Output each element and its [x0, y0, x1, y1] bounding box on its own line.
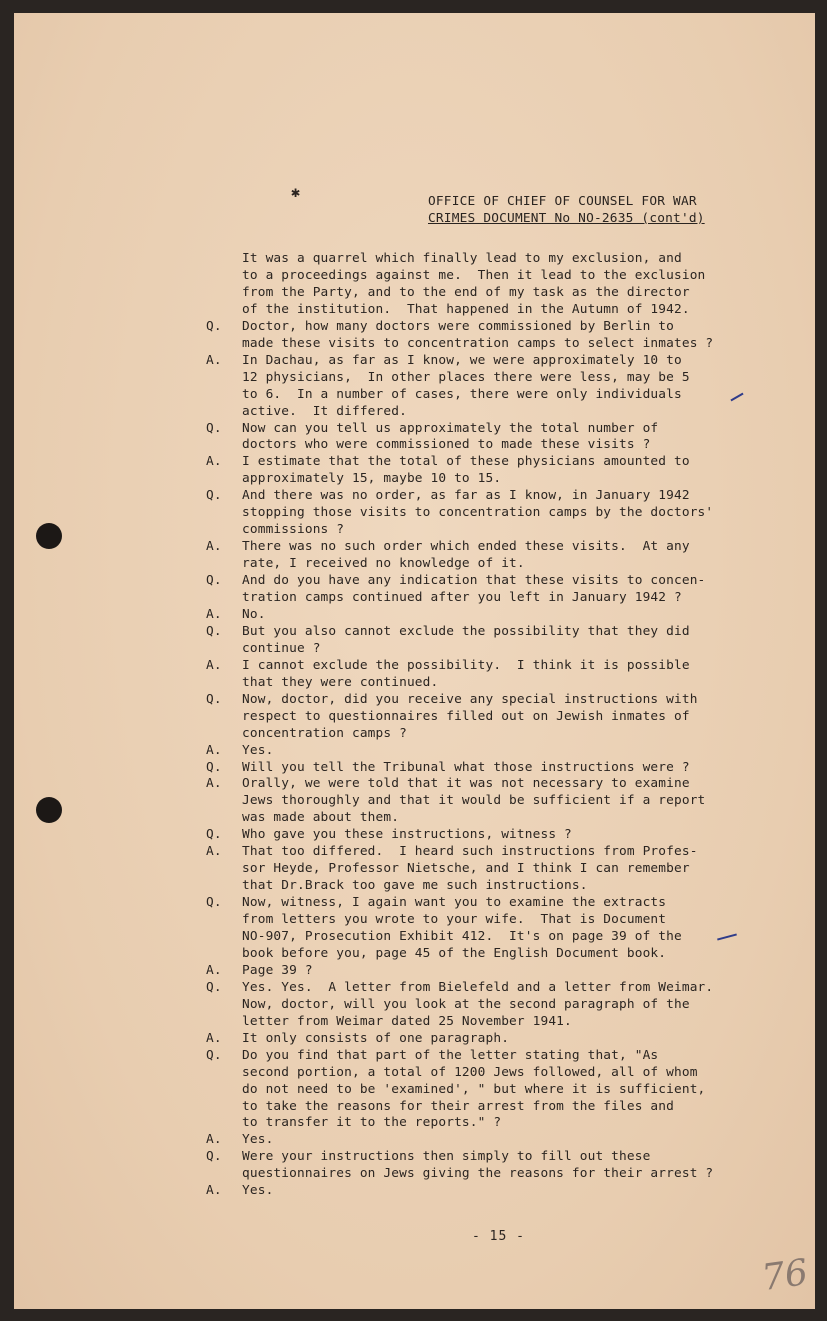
line-text: that they were continued. [242, 674, 439, 690]
answer-label: A. [206, 454, 222, 470]
line-text: Do you find that part of the letter stating that, "As [242, 1047, 659, 1063]
answer-label: A. [206, 352, 222, 368]
question-label: Q. [206, 318, 222, 334]
punch-hole-bottom [36, 797, 62, 823]
line-text: commissions ? [242, 522, 345, 538]
handwritten-page-mark: 76 [759, 1252, 811, 1299]
line-text: made these visits to concentration camps to select inmates ? [242, 335, 714, 351]
line-text: do not need to be 'examined', " but where it is sufficient, [242, 1081, 706, 1097]
line-text: No. [242, 606, 266, 622]
line-text: And do you have any indication that these visits to concen- [242, 573, 706, 589]
answer-label: A. [206, 742, 222, 758]
line-text: of the institution. That happened in the Autumn of 1942. [242, 301, 690, 317]
question-label: Q. [206, 1047, 222, 1063]
line-text: to a proceedings against me. Then it lead to the exclusion [242, 267, 706, 283]
line-text: And there was no order, as far as I know, in January 1942 [242, 488, 690, 504]
line-text: letter from Weimar dated 25 November 1941. [242, 1013, 572, 1029]
question-label: Q. [206, 623, 222, 639]
line-text: Jews thoroughly and that it would be sufficient if a report [242, 793, 706, 809]
question-label: Q. [206, 488, 222, 504]
line-text: Page 39 ? [242, 962, 313, 978]
answer-label: A. [206, 606, 222, 622]
line-text: rate, I received no knowledge of it. [242, 556, 525, 572]
answer-label: A. [206, 776, 222, 792]
question-label: Q. [206, 420, 222, 436]
line-text: In Dachau, as far as I know, we were approximately 10 to [242, 352, 682, 368]
line-text: It was a quarrel which finally lead to my exclusion, and [242, 251, 682, 266]
line-text: active. It differed. [242, 403, 407, 419]
line-text: from the Party, and to the end of my task as the director [242, 284, 690, 300]
line-text: continue ? [242, 640, 321, 656]
line-text: I cannot exclude the possibility. I think it is possible [242, 657, 690, 673]
line-text: It only consists of one paragraph. [242, 1030, 510, 1046]
line-text: Will you tell the Tribunal what those instructions were ? [242, 759, 690, 775]
answer-label: A. [206, 1132, 222, 1148]
line-text: tration camps continued after you left in January 1942 ? [242, 590, 682, 605]
question-label: Q. [206, 759, 222, 775]
document-header [428, 193, 705, 227]
line-text: Yes. [242, 1183, 274, 1199]
document-page [14, 13, 815, 1309]
line-text: Now, doctor, did you receive any special instructions with [242, 691, 698, 707]
header-line-1: OFFICE OF CHIEF OF COUNSEL FOR WAR [428, 194, 697, 209]
line-text: to 6. In a number of cases, there were only individuals [242, 386, 682, 402]
line-text: approximately 15, maybe 10 to 15. [242, 471, 502, 487]
blue-pencil-mark [717, 933, 737, 940]
question-label: Q. [206, 1149, 222, 1165]
line-text: to take the reasons for their arrest from the files and [242, 1098, 674, 1114]
question-label: Q. [206, 691, 222, 707]
line-text: doctors who were commissioned to made these visits ? [242, 437, 651, 453]
line-text: Yes. [242, 742, 274, 758]
line-text: sor Heyde, Professor Nietsche, and I think I can remember [242, 861, 690, 877]
line-text: Now, witness, I again want you to examine the extracts [242, 895, 667, 911]
question-label: Q. [206, 827, 222, 843]
blue-pencil-mark [730, 393, 743, 402]
line-text: to transfer it to the reports." ? [242, 1115, 502, 1131]
header-line-2: CRIMES DOCUMENT No NO-2635 (cont'd) [428, 211, 705, 226]
line-text: Now can you tell us approximately the total number of [242, 420, 659, 436]
line-text: that Dr.Brack too gave me such instructions. [242, 878, 588, 894]
line-text: from letters you wrote to your wife. That is Document [242, 912, 667, 928]
line-text: Now, doctor, will you look at the second paragraph of the [242, 996, 690, 1012]
line-text: stopping those visits to concentration camps by the doctors' [242, 505, 714, 521]
line-text: was made about them. [242, 810, 400, 826]
line-text: I estimate that the total of these physicians amounted to [242, 454, 690, 470]
page-number: - 15 - [472, 1229, 525, 1244]
line-text: 12 physicians, In other places there were less, may be 5 [242, 369, 690, 385]
question-label: Q. [206, 979, 222, 995]
line-text: NO-907, Prosecution Exhibit 412. It's on page 39 of the [242, 929, 682, 944]
answer-label: A. [206, 1183, 222, 1199]
line-text: But you also cannot exclude the possibility that they did [242, 623, 690, 639]
answer-label: A. [206, 844, 222, 860]
line-text: questionnaires on Jews giving the reasons for their arrest ? [242, 1166, 714, 1182]
asterisk-mark: ✱ [291, 183, 301, 201]
line-text: Orally, we were told that it was not necessary to examine [242, 776, 690, 792]
line-text: Doctor, how many doctors were commissioned by Berlin to [242, 318, 674, 334]
line-text: Yes. [242, 1132, 274, 1148]
line-text: Were your instructions then simply to fill out these [242, 1149, 651, 1165]
answer-label: A. [206, 962, 222, 978]
line-text: second portion, a total of 1200 Jews followed, all of whom [242, 1064, 698, 1080]
line-text: There was no such order which ended these visits. At any [242, 539, 690, 555]
question-label: Q. [206, 573, 222, 589]
question-label: Q. [206, 895, 222, 911]
answer-label: A. [206, 539, 222, 555]
punch-hole-top [36, 523, 62, 549]
line-text: concentration camps ? [242, 725, 407, 741]
line-text: Who gave you these instructions, witness ? [242, 827, 572, 843]
line-text: book before you, page 45 of the English Document book. [242, 945, 667, 961]
answer-label: A. [206, 1030, 222, 1046]
answer-label: A. [206, 657, 222, 673]
line-text: respect to questionnaires filled out on Jewish inmates of [242, 708, 690, 724]
line-text: Yes. Yes. A letter from Bielefeld and a letter from Weimar. [242, 979, 714, 995]
line-text: That too differed. I heard such instructions from Profes- [242, 844, 698, 860]
